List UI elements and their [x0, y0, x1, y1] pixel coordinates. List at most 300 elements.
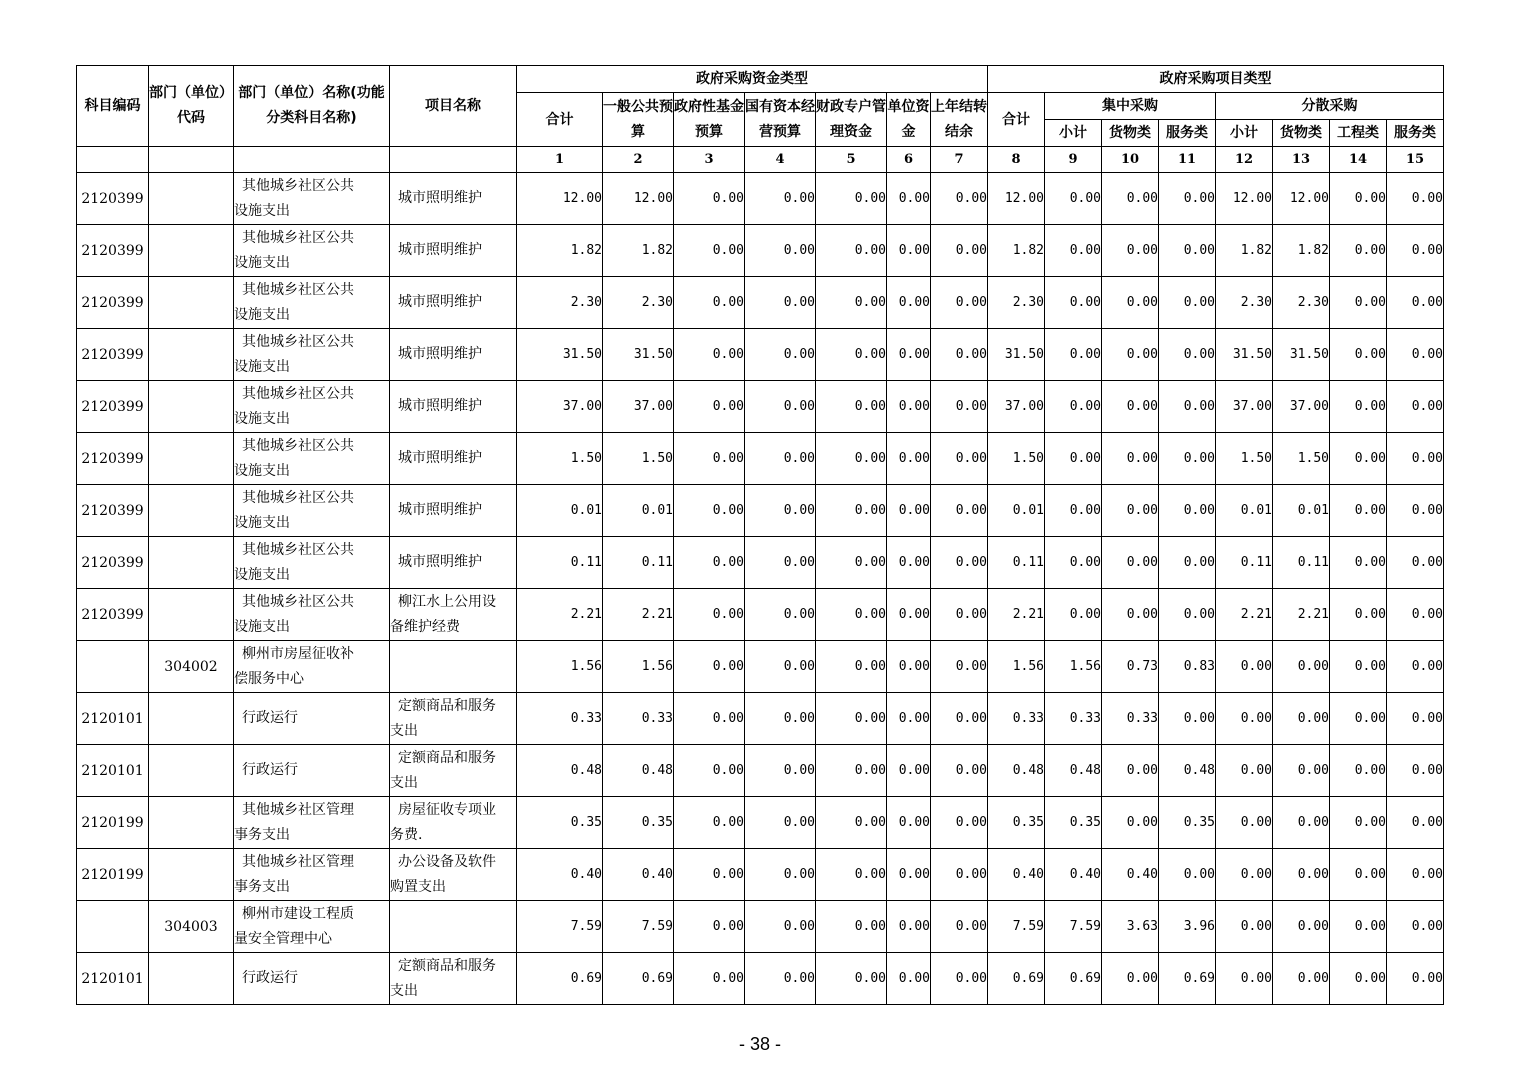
value-cell: 0.00	[887, 745, 931, 797]
header-dept-code: 部门（单位）代码	[149, 66, 234, 147]
value-cell: 0.35	[603, 797, 674, 849]
value-cell: 0.00	[887, 589, 931, 641]
value-cell: 0.00	[1387, 225, 1444, 277]
dept-name-cell: 其他城乡社区公共 设施支出	[234, 485, 390, 537]
column-number: 11	[1159, 147, 1216, 173]
value-cell: 0.83	[1159, 641, 1216, 693]
value-cell: 31.50	[1216, 329, 1273, 381]
subject-code-cell: 2120399	[77, 329, 149, 381]
column-number: 12	[1216, 147, 1273, 173]
value-cell: 0.00	[887, 433, 931, 485]
header-central-col: 小计	[1045, 120, 1102, 147]
project-name-cell: 定额商品和服务 支出	[390, 745, 517, 797]
project-name-cell: 城市照明维护	[390, 537, 517, 589]
value-cell: 0.00	[1045, 589, 1102, 641]
value-cell: 0.00	[674, 173, 745, 225]
value-cell: 1.50	[988, 433, 1045, 485]
value-cell: 0.01	[603, 485, 674, 537]
value-cell: 0.00	[745, 225, 816, 277]
value-cell: 1.82	[603, 225, 674, 277]
value-cell: 0.11	[603, 537, 674, 589]
value-cell: 0.00	[674, 589, 745, 641]
value-cell: 0.00	[745, 849, 816, 901]
value-cell: 0.00	[1159, 329, 1216, 381]
table-row	[77, 537, 1444, 589]
value-cell: 0.00	[816, 693, 887, 745]
dept-code-cell: 304003	[149, 901, 234, 953]
value-cell: 0.00	[674, 433, 745, 485]
value-cell: 0.00	[745, 745, 816, 797]
value-cell: 0.00	[745, 485, 816, 537]
value-cell: 0.00	[1330, 745, 1387, 797]
column-number: 6	[887, 147, 931, 173]
value-cell: 0.00	[1216, 901, 1273, 953]
header-scatter-group: 分散采购	[1216, 93, 1444, 120]
value-cell: 2.30	[988, 277, 1045, 329]
value-cell: 0.00	[1216, 745, 1273, 797]
subject-code-cell: 2120399	[77, 381, 149, 433]
project-name-cell: 城市照明维护	[390, 433, 517, 485]
dept-code-cell	[149, 693, 234, 745]
value-cell: 0.00	[1102, 797, 1159, 849]
header-scatter-col: 工程类	[1330, 120, 1387, 147]
value-cell: 2.30	[517, 277, 603, 329]
value-cell: 0.00	[1045, 329, 1102, 381]
header-fund-col: 合计	[517, 93, 603, 147]
value-cell: 0.00	[931, 849, 988, 901]
value-cell: 0.00	[674, 693, 745, 745]
value-cell: 0.00	[931, 433, 988, 485]
value-cell: 0.00	[674, 953, 745, 1005]
value-cell: 0.48	[1159, 745, 1216, 797]
value-cell: 0.35	[517, 797, 603, 849]
dept-code-cell	[149, 849, 234, 901]
value-cell: 0.00	[1330, 381, 1387, 433]
value-cell: 0.00	[1216, 641, 1273, 693]
value-cell: 0.00	[1330, 901, 1387, 953]
dept-name-cell: 行政运行	[234, 745, 390, 797]
dept-code-cell	[149, 953, 234, 1005]
value-cell: 0.00	[745, 381, 816, 433]
value-cell: 12.00	[1273, 173, 1330, 225]
value-cell: 0.00	[931, 745, 988, 797]
value-cell: 0.40	[988, 849, 1045, 901]
header-project-group: 政府采购项目类型	[988, 66, 1444, 93]
value-cell: 0.69	[988, 953, 1045, 1005]
value-cell: 2.21	[1216, 589, 1273, 641]
value-cell: 0.00	[1159, 485, 1216, 537]
value-cell: 0.00	[1159, 537, 1216, 589]
value-cell: 0.00	[1102, 953, 1159, 1005]
subject-code-cell: 2120199	[77, 849, 149, 901]
value-cell: 1.56	[1045, 641, 1102, 693]
value-cell: 0.73	[1102, 641, 1159, 693]
value-cell: 0.00	[1102, 537, 1159, 589]
value-cell: 0.00	[674, 485, 745, 537]
value-cell: 0.00	[1045, 277, 1102, 329]
value-cell: 0.00	[1216, 953, 1273, 1005]
dept-code-cell	[149, 537, 234, 589]
project-name-cell: 柳江水上公用设 备维护经费	[390, 589, 517, 641]
value-cell: 0.33	[603, 693, 674, 745]
value-cell: 31.50	[603, 329, 674, 381]
column-number: 3	[674, 147, 745, 173]
dept-code-cell	[149, 225, 234, 277]
value-cell: 31.50	[1273, 329, 1330, 381]
dept-name-cell: 行政运行	[234, 693, 390, 745]
header-fund-col: 政府性基金预算	[674, 93, 745, 147]
header-subject-code: 科目编码	[77, 66, 149, 147]
value-cell: 0.69	[1159, 953, 1216, 1005]
subject-code-cell: 2120399	[77, 433, 149, 485]
value-cell: 0.69	[1045, 953, 1102, 1005]
table-row	[77, 433, 1444, 485]
dept-name-cell: 其他城乡社区公共 设施支出	[234, 277, 390, 329]
header-fund-col: 单位资金	[887, 93, 931, 147]
value-cell: 37.00	[988, 381, 1045, 433]
value-cell: 0.00	[1273, 641, 1330, 693]
value-cell: 0.00	[1045, 225, 1102, 277]
empty-cell	[234, 147, 390, 173]
value-cell: 0.00	[745, 329, 816, 381]
column-number: 4	[745, 147, 816, 173]
value-cell: 0.00	[1387, 589, 1444, 641]
dept-code-cell	[149, 433, 234, 485]
value-cell: 2.30	[1273, 277, 1330, 329]
value-cell: 0.00	[1330, 693, 1387, 745]
value-cell: 0.00	[1387, 797, 1444, 849]
table-row	[77, 485, 1444, 537]
value-cell: 0.00	[674, 901, 745, 953]
value-cell: 1.50	[517, 433, 603, 485]
value-cell: 0.00	[816, 381, 887, 433]
value-cell: 0.00	[931, 381, 988, 433]
project-name-cell: 城市照明维护	[390, 329, 517, 381]
value-cell: 7.59	[517, 901, 603, 953]
value-cell: 0.00	[674, 537, 745, 589]
value-cell: 0.00	[1387, 745, 1444, 797]
value-cell: 0.00	[1330, 329, 1387, 381]
dept-code-cell	[149, 173, 234, 225]
dept-name-cell: 其他城乡社区公共 设施支出	[234, 225, 390, 277]
header-central-group: 集中采购	[1045, 93, 1216, 120]
value-cell: 0.00	[931, 953, 988, 1005]
project-name-cell: 城市照明维护	[390, 485, 517, 537]
value-cell: 0.00	[887, 849, 931, 901]
value-cell: 0.00	[931, 641, 988, 693]
header-dept-name: 部门（单位）名称(功能分类科目名称)	[234, 66, 390, 147]
header-fund-col: 财政专户管理资金	[816, 93, 887, 147]
value-cell: 0.00	[1330, 485, 1387, 537]
value-cell: 0.00	[1273, 953, 1330, 1005]
value-cell: 2.21	[603, 589, 674, 641]
value-cell: 0.01	[1216, 485, 1273, 537]
value-cell: 0.00	[674, 745, 745, 797]
value-cell: 0.00	[931, 225, 988, 277]
empty-cell	[77, 147, 149, 173]
header-scatter-col: 小计	[1216, 120, 1273, 147]
column-number: 2	[603, 147, 674, 173]
value-cell: 12.00	[517, 173, 603, 225]
subject-code-cell: 2120399	[77, 277, 149, 329]
value-cell: 0.00	[816, 537, 887, 589]
value-cell: 0.00	[1102, 225, 1159, 277]
dept-name-cell: 柳州市建设工程质 量安全管理中心	[234, 901, 390, 953]
value-cell: 0.00	[1216, 849, 1273, 901]
column-number: 10	[1102, 147, 1159, 173]
value-cell: 37.00	[603, 381, 674, 433]
value-cell: 2.21	[988, 589, 1045, 641]
value-cell: 0.00	[1330, 433, 1387, 485]
table-row	[77, 381, 1444, 433]
value-cell: 0.00	[1387, 329, 1444, 381]
value-cell: 1.56	[517, 641, 603, 693]
value-cell: 37.00	[1273, 381, 1330, 433]
project-name-cell: 定额商品和服务 支出	[390, 693, 517, 745]
value-cell: 0.35	[1045, 797, 1102, 849]
subject-code-cell: 2120399	[77, 589, 149, 641]
value-cell: 0.00	[1387, 173, 1444, 225]
value-cell: 1.82	[517, 225, 603, 277]
value-cell: 0.00	[1216, 797, 1273, 849]
dept-code-cell	[149, 589, 234, 641]
value-cell: 0.00	[1159, 173, 1216, 225]
table-header	[77, 66, 1444, 173]
value-cell: 0.01	[1273, 485, 1330, 537]
value-cell: 0.00	[816, 329, 887, 381]
table-row	[77, 953, 1444, 1005]
value-cell: 0.69	[603, 953, 674, 1005]
column-number: 9	[1045, 147, 1102, 173]
value-cell: 0.11	[988, 537, 1045, 589]
value-cell: 0.00	[1387, 953, 1444, 1005]
value-cell: 0.00	[1330, 589, 1387, 641]
table-row	[77, 745, 1444, 797]
table-row	[77, 901, 1444, 953]
value-cell: 0.00	[745, 797, 816, 849]
column-number: 7	[931, 147, 988, 173]
subject-code-cell	[77, 641, 149, 693]
value-cell: 37.00	[1216, 381, 1273, 433]
value-cell: 0.00	[1330, 173, 1387, 225]
value-cell: 2.21	[517, 589, 603, 641]
value-cell: 0.01	[517, 485, 603, 537]
page-number: - 38 -	[738, 1034, 781, 1054]
value-cell: 0.00	[931, 537, 988, 589]
value-cell: 0.00	[1159, 433, 1216, 485]
value-cell: 37.00	[517, 381, 603, 433]
value-cell: 0.00	[1273, 901, 1330, 953]
project-name-cell: 城市照明维护	[390, 173, 517, 225]
value-cell: 0.40	[603, 849, 674, 901]
header-fund-col: 一般公共预算	[603, 93, 674, 147]
value-cell: 0.00	[1102, 433, 1159, 485]
value-cell: 0.00	[1273, 745, 1330, 797]
value-cell: 7.59	[988, 901, 1045, 953]
value-cell: 0.00	[1102, 485, 1159, 537]
dept-name-cell: 柳州市房屋征收补 偿服务中心	[234, 641, 390, 693]
value-cell: 0.48	[988, 745, 1045, 797]
value-cell: 0.00	[1102, 329, 1159, 381]
dept-name-cell: 其他城乡社区公共 设施支出	[234, 329, 390, 381]
value-cell: 0.00	[1159, 277, 1216, 329]
value-cell: 0.00	[1216, 693, 1273, 745]
project-name-cell	[390, 641, 517, 693]
value-cell: 1.50	[1273, 433, 1330, 485]
value-cell: 0.00	[1273, 849, 1330, 901]
value-cell: 3.63	[1102, 901, 1159, 953]
value-cell: 0.00	[1330, 277, 1387, 329]
subject-code-cell: 2120101	[77, 745, 149, 797]
value-cell: 0.00	[1045, 381, 1102, 433]
value-cell: 0.40	[1102, 849, 1159, 901]
value-cell: 0.00	[887, 485, 931, 537]
value-cell: 0.00	[1387, 433, 1444, 485]
header-fund-col: 上年结转结余	[931, 93, 988, 147]
value-cell: 1.50	[603, 433, 674, 485]
value-cell: 0.00	[931, 589, 988, 641]
value-cell: 0.00	[816, 589, 887, 641]
value-cell: 0.00	[745, 953, 816, 1005]
value-cell: 12.00	[1216, 173, 1273, 225]
value-cell: 0.00	[745, 693, 816, 745]
value-cell: 31.50	[517, 329, 603, 381]
value-cell: 0.00	[816, 953, 887, 1005]
value-cell: 0.00	[1387, 381, 1444, 433]
header-scatter-col: 服务类	[1387, 120, 1444, 147]
header-scatter-col: 货物类	[1273, 120, 1330, 147]
value-cell: 0.00	[887, 173, 931, 225]
table-row	[77, 589, 1444, 641]
dept-code-cell	[149, 485, 234, 537]
value-cell: 0.00	[887, 329, 931, 381]
value-cell: 0.33	[517, 693, 603, 745]
dept-code-cell: 304002	[149, 641, 234, 693]
value-cell: 0.00	[1159, 381, 1216, 433]
value-cell: 0.00	[1387, 277, 1444, 329]
project-name-cell: 城市照明维护	[390, 381, 517, 433]
value-cell: 0.00	[745, 433, 816, 485]
value-cell: 0.00	[1387, 641, 1444, 693]
header-central-col: 服务类	[1159, 120, 1216, 147]
value-cell: 0.00	[1102, 745, 1159, 797]
value-cell: 0.00	[816, 901, 887, 953]
value-cell: 0.00	[887, 277, 931, 329]
value-cell: 0.00	[1330, 225, 1387, 277]
value-cell: 0.00	[816, 745, 887, 797]
project-name-cell: 办公设备及软件 购置支出	[390, 849, 517, 901]
value-cell: 0.00	[1102, 381, 1159, 433]
dept-name-cell: 其他城乡社区公共 设施支出	[234, 589, 390, 641]
dept-name-cell: 其他城乡社区管理 事务支出	[234, 849, 390, 901]
project-name-cell	[390, 901, 517, 953]
table-row	[77, 277, 1444, 329]
value-cell: 0.48	[603, 745, 674, 797]
header-project-name: 项目名称	[390, 66, 517, 147]
value-cell: 0.00	[887, 225, 931, 277]
value-cell: 0.00	[674, 225, 745, 277]
value-cell: 0.00	[931, 277, 988, 329]
value-cell: 0.00	[1045, 433, 1102, 485]
project-name-cell: 定额商品和服务 支出	[390, 953, 517, 1005]
value-cell: 0.48	[1045, 745, 1102, 797]
value-cell: 0.69	[517, 953, 603, 1005]
value-cell: 1.56	[603, 641, 674, 693]
value-cell: 0.40	[517, 849, 603, 901]
value-cell: 0.00	[931, 797, 988, 849]
empty-cell	[149, 147, 234, 173]
column-number-row	[77, 147, 1444, 173]
dept-code-cell	[149, 797, 234, 849]
subject-code-cell: 2120199	[77, 797, 149, 849]
value-cell: 0.00	[745, 277, 816, 329]
column-number: 15	[1387, 147, 1444, 173]
header-central-col: 货物类	[1102, 120, 1159, 147]
value-cell: 0.00	[816, 641, 887, 693]
column-number: 13	[1273, 147, 1330, 173]
value-cell: 0.00	[887, 537, 931, 589]
column-number: 5	[816, 147, 887, 173]
value-cell: 0.40	[1045, 849, 1102, 901]
value-cell: 0.00	[1159, 225, 1216, 277]
value-cell: 0.00	[1330, 953, 1387, 1005]
value-cell: 0.00	[674, 641, 745, 693]
table-row	[77, 693, 1444, 745]
value-cell: 0.00	[1159, 589, 1216, 641]
empty-cell	[390, 147, 517, 173]
value-cell: 0.00	[745, 901, 816, 953]
value-cell: 0.00	[816, 849, 887, 901]
value-cell: 0.33	[1102, 693, 1159, 745]
value-cell: 0.00	[1330, 849, 1387, 901]
value-cell: 0.00	[674, 797, 745, 849]
value-cell: 0.00	[887, 641, 931, 693]
value-cell: 0.33	[1045, 693, 1102, 745]
value-cell: 0.00	[816, 433, 887, 485]
value-cell: 31.50	[988, 329, 1045, 381]
subject-code-cell: 2120399	[77, 173, 149, 225]
header-fund-group: 政府采购资金类型	[517, 66, 988, 93]
value-cell: 0.00	[674, 329, 745, 381]
column-number: 8	[988, 147, 1045, 173]
subject-code-cell	[77, 901, 149, 953]
value-cell: 0.00	[1045, 537, 1102, 589]
value-cell: 0.00	[816, 173, 887, 225]
value-cell: 0.00	[1273, 797, 1330, 849]
header-proj-total: 合计	[988, 93, 1045, 147]
value-cell: 0.00	[745, 589, 816, 641]
value-cell: 0.11	[1216, 537, 1273, 589]
value-cell: 0.00	[745, 537, 816, 589]
project-name-cell: 城市照明维护	[390, 225, 517, 277]
value-cell: 0.00	[745, 641, 816, 693]
value-cell: 2.21	[1273, 589, 1330, 641]
value-cell: 0.00	[1102, 589, 1159, 641]
value-cell: 0.00	[887, 693, 931, 745]
subject-code-cell: 2120399	[77, 537, 149, 589]
subject-code-cell: 2120399	[77, 225, 149, 277]
value-cell: 0.00	[745, 173, 816, 225]
procurement-table	[76, 65, 1444, 1005]
value-cell: 0.00	[816, 797, 887, 849]
dept-name-cell: 行政运行	[234, 953, 390, 1005]
value-cell: 0.00	[816, 225, 887, 277]
value-cell: 12.00	[603, 173, 674, 225]
dept-name-cell: 其他城乡社区公共 设施支出	[234, 433, 390, 485]
value-cell: 0.00	[1387, 901, 1444, 953]
value-cell: 7.59	[1045, 901, 1102, 953]
value-cell: 0.00	[1273, 693, 1330, 745]
